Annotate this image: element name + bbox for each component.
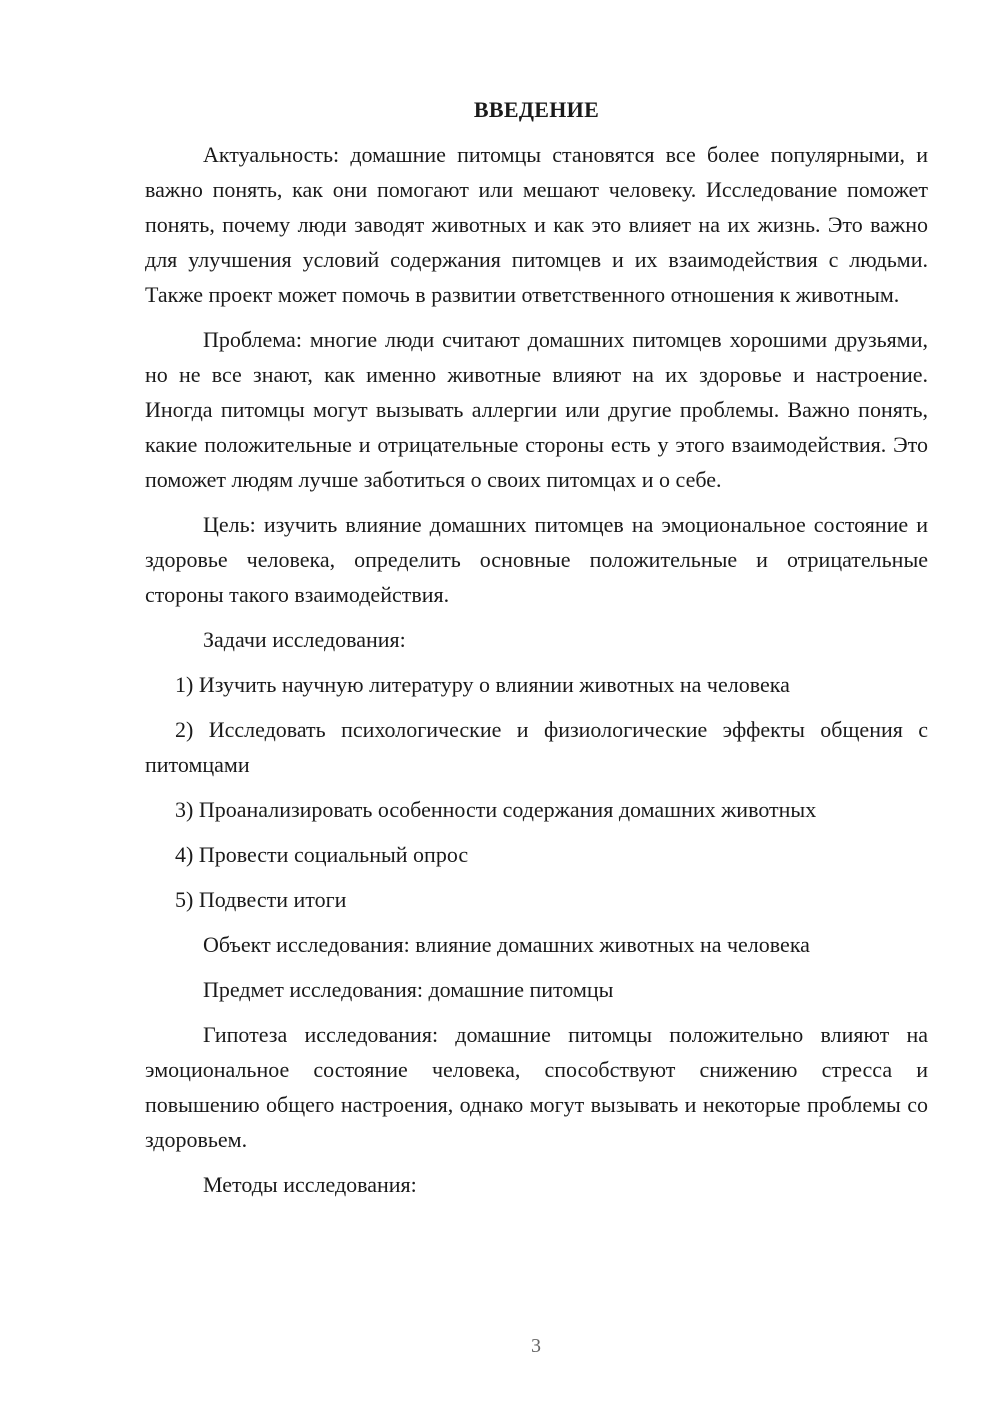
research-object: Объект исследования: влияние домашних животных на человека [203,932,810,957]
relevance-paragraph: Актуальность: домашние питомцы становятся все более популярными, и важно понять, как они помогают или мешают человеку. Исследование поможет понять, почему люди заводят животных и как это влияет на их жизнь. Это важно для улучшения условий содержания питомцев и их взаимодействия с людьми. Также проект может помочь в развитии ответственного отношения к животным. [145,142,928,307]
task-item-1: 1) Изучить научную литературу о влиянии животных на человека [175,672,790,697]
page-title: ВВЕДЕНИЕ [473,97,600,122]
page-number: 3 [531,1335,541,1357]
task-item-2: 2) Исследовать психологические и физиологические эффекты общения с питомцами [145,717,928,777]
research-subject: Предмет исследования: домашние питомцы [203,977,614,1002]
tasks-heading: Задачи исследования: [203,627,406,652]
task-item-5: 5) Подвести итоги [175,887,347,912]
goal-paragraph: Цель: изучить влияние домашних питомцев на эмоциональное состояние и здоровье человека, определить основные положительные и отрицательные стороны такого взаимодействия. [145,512,928,607]
task-item-4: 4) Провести социальный опрос [175,842,469,867]
hypothesis-paragraph: Гипотеза исследования: домашние питомцы положительно влияют на эмоциональное состояние человека, способствуют снижению стресса и повышению общего настроения, однако могут вызывать и некоторые проблемы со здоровьем. [145,1022,928,1152]
problem-paragraph: Проблема: многие люди считают домашних питомцев хорошими друзьями, но не все знают, как именно животные влияют на их здоровье и настроение. Иногда питомцы могут вызывать аллергии или другие проблемы. Важно понять, какие положительные и отрицательные стороны есть у этого взаимодействия. Это поможет людям лучше заботиться о своих питомцах и о себе. [145,327,928,492]
methods-heading: Методы исследования: [203,1172,417,1197]
document-page [145,95,928,1212]
task-item-3: 3) Проанализировать особенности содержания домашних животных [175,797,817,822]
